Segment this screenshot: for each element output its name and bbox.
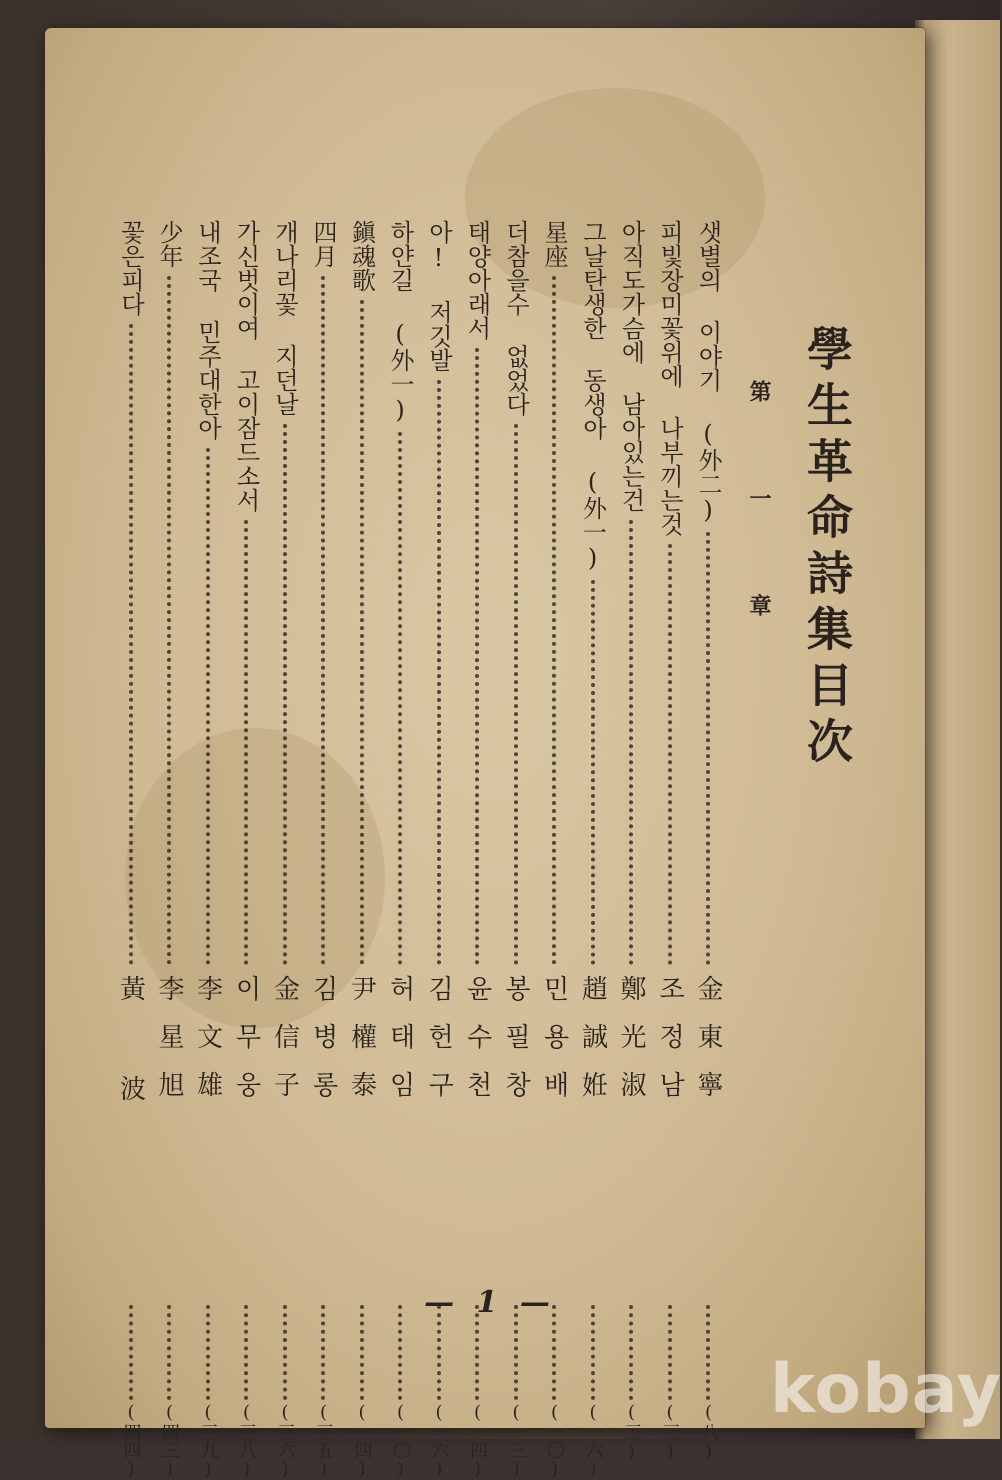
toc-entry	[613, 220, 649, 1462]
toc-entry	[459, 220, 495, 1480]
toc-leader-dots	[206, 448, 214, 965]
toc-entry-title: 꽃은피다	[116, 220, 145, 316]
toc-entry-page: (三)	[621, 1402, 642, 1462]
toc-entry-author: 金東寧	[693, 975, 723, 1119]
toc-leader-dots	[167, 1305, 175, 1400]
toc-entry-page: (一〇)	[544, 1402, 565, 1480]
toc-leader-dots	[629, 1305, 637, 1400]
toc-entry-title: 개나리꽃 지던날	[270, 220, 299, 416]
toc-entry-page: (一六)	[582, 1402, 604, 1480]
toc-leader-dots	[591, 580, 599, 965]
toc-entry-page: (一四)	[467, 1402, 488, 1480]
toc-entry	[652, 220, 688, 1462]
toc-leader-dots	[283, 1305, 291, 1400]
toc-leader-dots	[129, 1305, 137, 1400]
toc-entry-page: (三五)	[313, 1402, 334, 1480]
toc-entry-author: 이무웅	[231, 975, 261, 1119]
toc-entry-author: 허태임	[385, 975, 415, 1119]
toc-leader-dots	[206, 1305, 214, 1400]
toc-entry-author: 鄭光淑	[616, 975, 646, 1119]
toc-leader-dots	[283, 424, 291, 965]
chapter-heading-suffix: 章	[746, 594, 772, 616]
toc-leader-dots	[668, 1305, 676, 1400]
toc-entry-author: 조정남	[654, 975, 685, 1119]
chapter-heading	[735, 380, 775, 616]
toc-entry	[498, 220, 534, 1480]
toc-leader-dots	[167, 276, 175, 965]
facing-page-edge	[915, 20, 1000, 1439]
toc-entry-page: (三九)	[197, 1402, 219, 1480]
toc-entry-title: 그날탄생한 동생아 (外一)	[578, 220, 607, 572]
toc-entry-author: 윤수천	[462, 975, 492, 1119]
toc-entry	[305, 220, 341, 1480]
toc-entry-author: 李文雄	[192, 975, 223, 1119]
toc-entry-author: 尹權泰	[346, 975, 377, 1119]
toc-entry-author: 김헌구	[423, 975, 454, 1119]
toc-leader-dots	[552, 276, 560, 965]
toc-entry-author: 봉필창	[500, 975, 531, 1119]
toc-entry-author: 李星旭	[154, 975, 184, 1119]
toc-entry-page: (一〇)	[390, 1402, 411, 1480]
toc-entry	[267, 220, 303, 1480]
toc-entry-title: 少年	[155, 220, 183, 268]
toc-leader-dots	[706, 1305, 714, 1400]
toc-entry-title: 더참을수 없었다	[501, 220, 530, 416]
toc-entry-title: 내조국 민주대한아	[193, 220, 222, 440]
toc-entry-title: 星座	[540, 220, 568, 268]
toc-entry	[190, 220, 226, 1480]
toc-entry	[421, 220, 457, 1480]
toc-leader-dots	[437, 380, 445, 965]
toc-entry	[228, 220, 264, 1480]
toc-entry-title: 하얀길 (外一)	[386, 220, 414, 424]
toc-entry	[113, 220, 149, 1480]
toc-entry-title: 샛별의 이야기 (外二)	[694, 220, 722, 524]
page-number: — 1 —	[424, 1285, 556, 1320]
toc-entry-author: 민용배	[539, 975, 569, 1119]
toc-entry-page: (三八)	[236, 1402, 257, 1480]
toc-entry-author: 金信子	[269, 975, 300, 1119]
chapter-heading-number: 一	[746, 487, 772, 509]
toc-entry-author: 黃 波	[115, 975, 146, 1123]
toc-entry-title: 四月	[309, 220, 337, 268]
toc-entry-title: 아직도가슴에 남아있는건	[617, 220, 645, 512]
toc-entry-page: (一四)	[351, 1402, 373, 1480]
toc-entry-page: (四三)	[159, 1402, 180, 1480]
toc-leader-dots	[321, 1305, 329, 1400]
toc-leader-dots	[514, 424, 522, 965]
kobay-watermark: kobay	[770, 1350, 1002, 1429]
toc-entry-title: 鎭魂歌	[347, 220, 376, 292]
page-title: 學生革命詩集目次	[800, 325, 854, 773]
toc-entry	[575, 220, 611, 1480]
toc-entry-page: (一六)	[428, 1402, 450, 1480]
toc-entry	[344, 220, 380, 1480]
toc-leader-dots	[668, 544, 676, 965]
toc-leader-dots	[244, 1305, 252, 1400]
toc-leader-dots	[321, 276, 329, 965]
chapter-heading-prefix: 第	[746, 380, 772, 402]
toc-leader-dots	[591, 1305, 599, 1400]
toc-entry-title: 아! 저깃발	[424, 220, 453, 372]
toc-entry-page: (一三)	[505, 1402, 527, 1480]
toc-leader-dots	[475, 348, 483, 965]
toc-entry-author: 김병롱	[308, 975, 338, 1119]
toc-entry-title: 태양아래서	[463, 220, 491, 340]
toc-leader-dots	[398, 1305, 406, 1400]
toc-leader-dots	[706, 532, 714, 965]
toc-leader-dots	[398, 432, 406, 965]
toc-entry-title: 피빛장미꽃위에 나부끼는것	[655, 220, 684, 536]
toc-entry-author: 趙誠姙	[577, 975, 608, 1119]
toc-leader-dots	[629, 520, 637, 965]
toc-leader-dots	[129, 324, 137, 965]
toc-leader-dots	[360, 300, 368, 965]
toc-entry	[151, 220, 187, 1480]
toc-entry-page: (八)	[698, 1402, 719, 1462]
toc-leader-dots	[244, 520, 252, 965]
toc-entry-page: (三)	[659, 1402, 681, 1462]
toc-entry-title: 가신벗이여 고이잠드소서	[232, 220, 260, 512]
toc-entry	[690, 220, 726, 1462]
toc-entry-page: (四四)	[120, 1402, 142, 1480]
toc-entry-page: (三六)	[274, 1402, 296, 1480]
toc-entry	[536, 220, 572, 1480]
toc-leader-dots	[360, 1305, 368, 1400]
toc-entry	[382, 220, 418, 1480]
